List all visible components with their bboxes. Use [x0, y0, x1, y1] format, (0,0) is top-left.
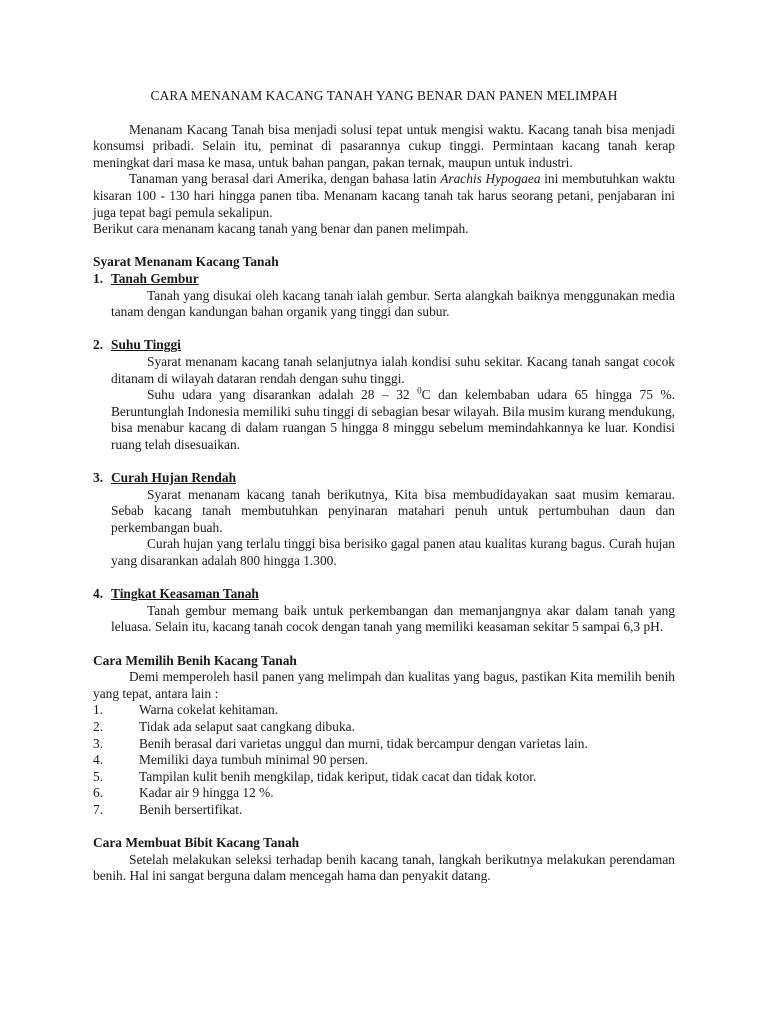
list-item-number: 4. [93, 752, 104, 768]
section-heading-benih: Cara Memilih Benih Kacang Tanah [93, 652, 297, 668]
intro-paragraph-3: Berikut cara menanam kacang tanah yang benar dan panen melimpah. [93, 221, 469, 237]
syarat-item-number: 4. [93, 586, 104, 602]
list-item-number: 3. [93, 735, 104, 751]
intro-paragraph-2-b: ini membutuhkan waktu kisaran 100 - 130 hari hingga panen tiba. Menanam kacang tanah tak harus seorang petani, penjabaran ini juga tepat bagi pemula sekalipun. [93, 171, 675, 220]
syarat-item-3-heading [93, 470, 675, 487]
document-title: CARA MENANAM KACANG TANAH YANG BENAR DAN PANEN MELIMPAH [150, 88, 618, 103]
temperature-text-b: C dan kelembaban udara 65 hingga 75 %. Beruntunglah Indonesia memiliki suhu tinggi di sebagian besar wilayah. Bila musim kurang mendukung, bisa menabur kacang di dalam ruangan 5 hingga 8 minggu sebelum memindahkannya ke luar. Kondisi ruang telah disesuaikan. [111, 387, 675, 452]
latin-name: Arachis Hypogaea [440, 171, 541, 187]
degree-superscript: 0 [417, 385, 422, 396]
syarat-item-title: Suhu Tinggi [111, 337, 181, 353]
list-item-number: 1. [93, 702, 104, 718]
syarat-item-1-heading [93, 271, 675, 288]
list-item-text: Memiliki daya tumbuh minimal 90 persen. [139, 752, 369, 768]
syarat-item-title: Curah Hujan Rendah [111, 470, 237, 486]
list-item-text: Benih bersertifikat. [139, 801, 243, 817]
syarat-item-2-paragraph-1: Syarat menanam kacang tanah selanjutnya ialah kondisi suhu sekitar. Kacang tanah sangat cocok ditanam di wilayah dataran rendah dengan suhu tinggi. [111, 353, 675, 386]
list-item [93, 719, 675, 736]
list-item [93, 802, 675, 819]
list-item [93, 736, 675, 753]
syarat-item-2-paragraph-2 [111, 387, 675, 453]
list-item-number: 7. [93, 801, 104, 817]
syarat-item-3-paragraph-1: Syarat menanam kacang tanah berikutnya, Kita bisa membudidayakan saat musim kemarau. Sebab kacang tanah membutuhkan penyinaran matahari penuh untuk pertumbuhan daun dan perkembangan buah. [111, 486, 675, 535]
list-item-number: 5. [93, 768, 104, 784]
section-heading-bibit: Cara Membuat Bibit Kacang Tanah [93, 835, 300, 851]
syarat-item-number: 2. [93, 337, 104, 353]
list-item [93, 702, 675, 719]
syarat-item-1-paragraph: Tanah yang disukai oleh kacang tanah ialah gembur. Serta alangkah baiknya menggunakan media tanam dengan kandungan bahan organik yang tinggi dan subur. [111, 287, 675, 320]
syarat-item-title: Tanah Gembur [111, 270, 199, 286]
list-item-text: Kadar air 9 hingga 12 %. [139, 785, 274, 801]
syarat-item-number: 3. [93, 470, 104, 486]
intro-paragraph-1: Menanam Kacang Tanah bisa menjadi solusi tepat untuk mengisi waktu. Kacang tanah bisa menjadi konsumsi pribadi. Selain itu, peminat di pasarannya cukup tinggi. Permintaan kacang tanah kerap meningkat dari masa ke masa, untuk bahan pangan, pakan ternak, maupun untuk industri. [93, 121, 675, 170]
list-item-text: Benih berasal dari varietas unggul dan murni, tidak bercampur dengan varietas lain. [139, 735, 588, 751]
syarat-item-number: 1. [93, 270, 104, 286]
benih-intro-paragraph: Demi memperoleh hasil panen yang melimpah dan kualitas yang bagus, pastikan Kita memilih benih yang tepat, antara lain : [93, 669, 675, 701]
list-item [93, 769, 675, 786]
syarat-item-4-paragraph: Tanah gembur memang baik untuk perkembangan dan memanjangnya akar dalam tanah yang leluasa. Selain itu, kacang tanah cocok dengan tanah yang memiliki keasaman sekitar 5 sampai 6,3 pH. [111, 602, 675, 635]
list-item [93, 752, 675, 769]
syarat-item-title: Tingkat Keasaman Tanah [111, 586, 259, 602]
list-item [93, 785, 675, 802]
syarat-item-2-heading [93, 337, 675, 354]
list-item-number: 2. [93, 718, 104, 734]
syarat-item-3-paragraph-2: Curah hujan yang terlalu tinggi bisa berisiko gagal panen atau kualitas kurang bagus. Curah hujan yang disarankan adalah 800 hingga 1.300. [111, 536, 675, 569]
section-heading-syarat: Syarat Menanam Kacang Tanah [93, 254, 279, 270]
benih-criteria-list [93, 702, 675, 818]
intro-paragraph-2 [93, 171, 675, 221]
intro-paragraph-2-a: Tanaman yang berasal dari Amerika, dengan bahasa latin [129, 171, 441, 187]
syarat-item-4-heading [93, 586, 675, 603]
list-item-text: Warna cokelat kehitaman. [139, 702, 279, 718]
list-item-text: Tidak ada selaput saat cangkang dibuka. [139, 718, 355, 734]
bibit-paragraph: Setelah melakukan seleksi terhadap benih kacang tanah, langkah berikutnya melakukan perendaman benih. Hal ini sangat berguna dalam mencegah hama dan penyakit datang. [93, 851, 675, 884]
temperature-text-a: Suhu udara yang disarankan adalah 28 – 32 [147, 387, 418, 403]
list-item-number: 6. [93, 785, 104, 801]
list-item-text: Tampilan kulit benih mengkilap, tidak keriput, tidak cacat dan tidak kotor. [139, 768, 537, 784]
